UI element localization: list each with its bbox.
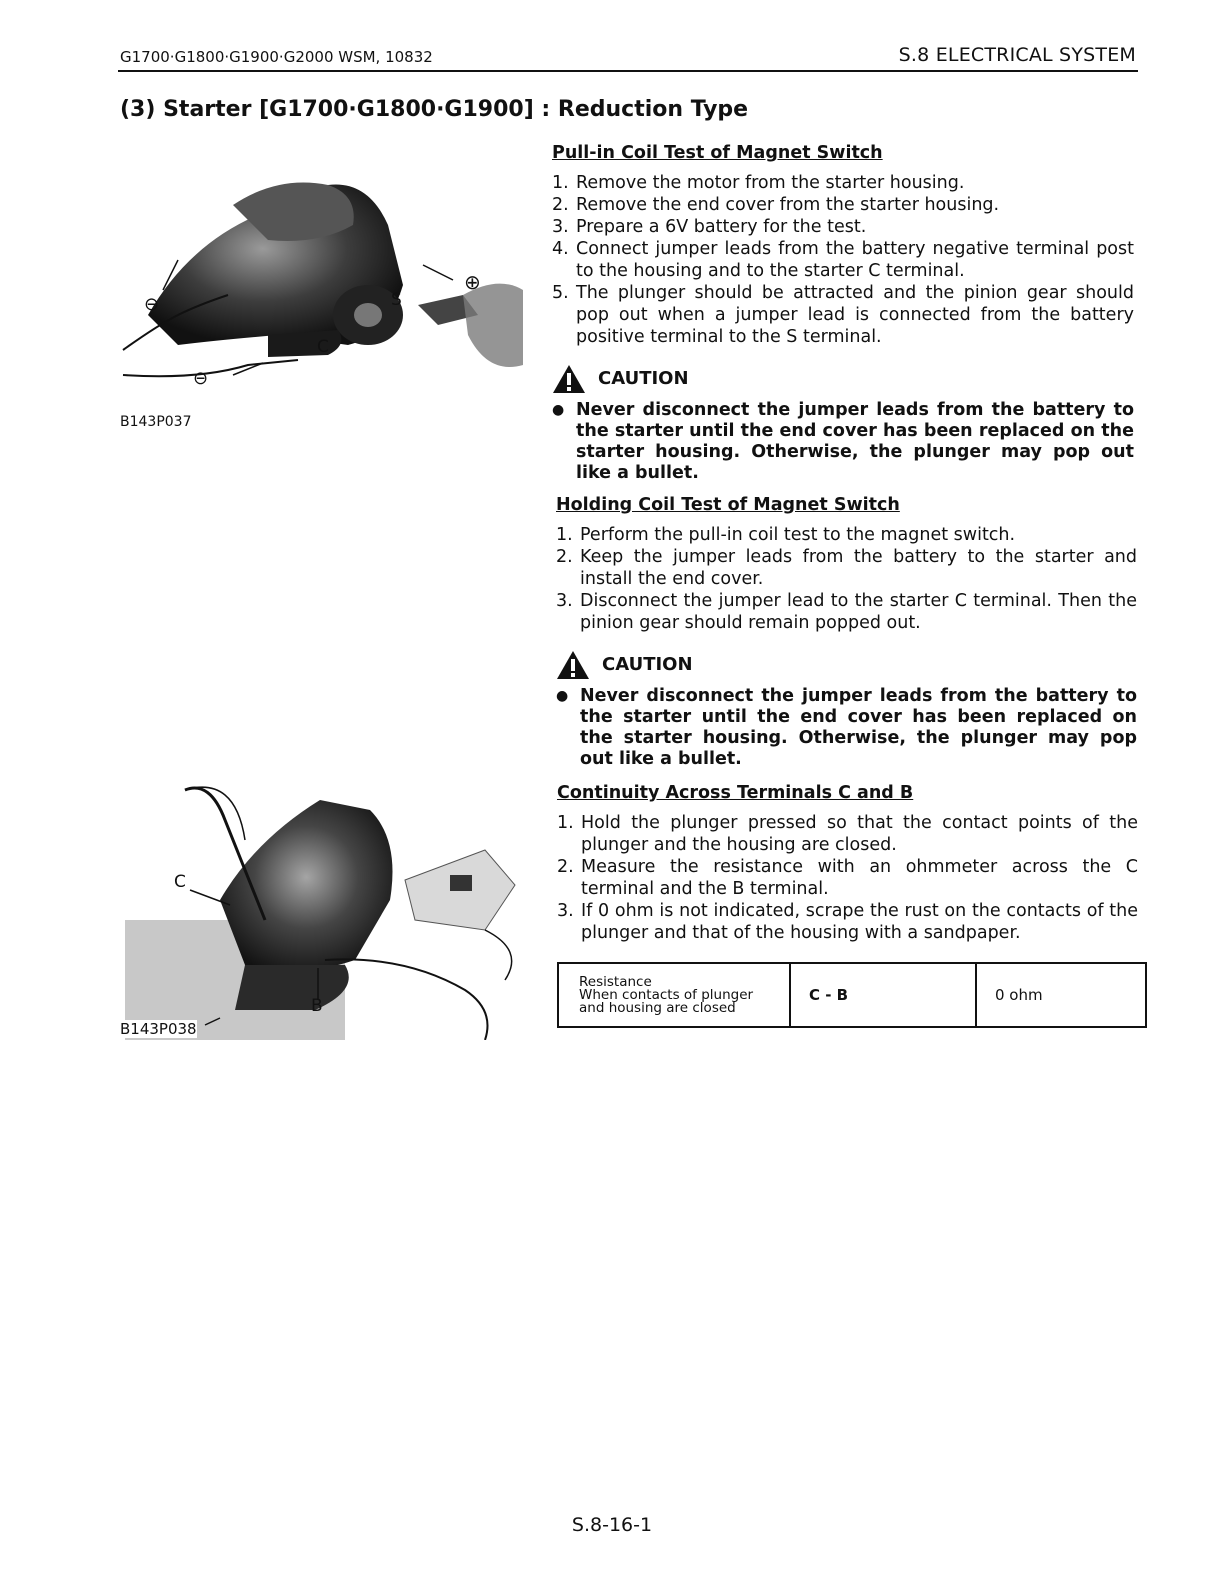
label-c-terminal: C [317,337,329,357]
starter-photo-continuity-test [125,780,530,1040]
holding-coil-section [556,494,1137,770]
spec-terminals-cell: C - B [790,963,976,1027]
warning-icon [556,650,590,680]
list-item: 3. If 0 ohm is not indicated, scrape the rust on the contacts of the plunger and that of the housing with a sandpaper. [557,901,1138,943]
caution-label: CAUTION [602,654,693,675]
label-s-terminal: S [391,290,402,310]
figure-caption: B143P037 [120,414,192,430]
page-number: S.8-16-1 [571,1514,653,1536]
list-item: 1. Hold the plunger pressed so that the contact points of the plunger and the housing are closed. [557,813,1138,855]
label-c-terminal: C [174,872,186,892]
figure-caption: B143P038 [120,1020,197,1038]
holding-coil-heading: Holding Coil Test of Magnet Switch [556,495,900,515]
caution-header [552,364,1134,394]
spec-table [557,962,1147,1028]
warning-icon [552,364,586,394]
list-item: 3. Disconnect the jumper lead to the starter C terminal. Then the pinion gear should remain popped out. [556,591,1137,633]
table-row [558,963,1146,1027]
header-section-name: S.8 ELECTRICAL SYSTEM [898,44,1136,66]
continuity-heading: Continuity Across Terminals C and B [557,783,914,803]
header-model-info: G1700·G1800·G1900·G2000 WSM, 10832 [120,48,433,66]
list-item: 4. Connect jumper leads from the battery negative terminal post to the housing and to the starter C terminal. [552,239,1134,281]
list-item: 2. Keep the jumper leads from the battery to the starter and install the end cover. [556,547,1137,589]
continuity-steps [557,812,1138,944]
pull-in-coil-section [552,142,1134,484]
label-negative-left: ⊖ [144,294,160,315]
pull-in-steps [552,172,1134,348]
caution-text: ● Never disconnect the jumper leads from the battery to the starter until the end cover has been replaced on the starter housing. Otherwise, the plunger may pop out like a bullet. [552,400,1134,483]
continuity-section [557,782,1138,1028]
spec-item-cell: Resistance When contacts of plunger and housing are closed [558,963,790,1027]
label-b-terminal: B [311,996,323,1016]
spec-value-cell: 0 ohm [976,963,1146,1027]
caution-label: CAUTION [598,368,689,389]
holding-steps [556,524,1137,634]
list-item: 1. Remove the motor from the starter housing. [552,173,965,193]
page-title: (3) Starter [G1700·G1800·G1900] : Reduction Type [120,97,749,122]
pull-in-coil-heading: Pull-in Coil Test of Magnet Switch [552,143,883,163]
caution-header [556,650,1137,680]
list-item: 2. Remove the end cover from the starter housing. [552,195,1000,215]
list-item: 1. Perform the pull-in coil test to the magnet switch. [556,525,1016,545]
list-item: 2. Measure the resistance with an ohmmeter across the C terminal and the B terminal. [557,857,1138,899]
list-item: 3. Prepare a 6V battery for the test. [552,217,867,237]
label-negative-bottom: ⊖ [193,368,209,389]
header-divider [118,70,1138,72]
list-item: 5. The plunger should be attracted and the pinion gear should pop out when a jumper lead is connected from the battery positive terminal to the S terminal. [552,283,1134,347]
caution-text: ● Never disconnect the jumper leads from the battery to the starter until the end cover has been replaced on the starter housing. Otherwise, the plunger may pop out like a bullet. [556,686,1137,769]
label-positive: ⊕ [464,270,481,294]
